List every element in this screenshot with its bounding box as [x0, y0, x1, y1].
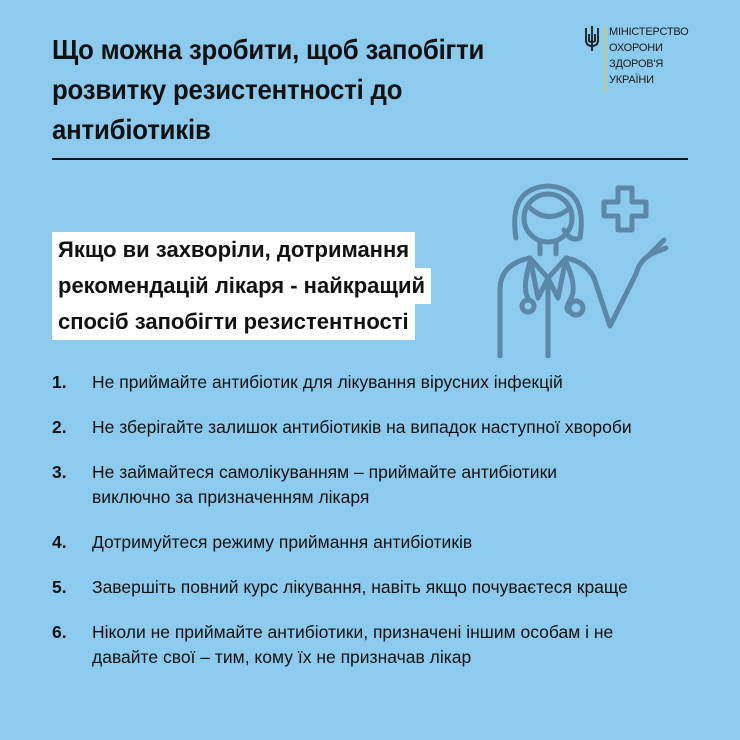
list-item: [52, 415, 702, 440]
item-text: давайте свої – тим, кому їх не призначав лікар: [92, 647, 472, 667]
list-item: [52, 575, 702, 600]
item-number: 6.: [52, 622, 67, 642]
title-line-1: Що можна зробити, щоб запобігти: [52, 34, 485, 65]
logo-text: [609, 24, 689, 88]
recommendations-list: [52, 370, 702, 670]
item-text: Не зберігайте залишок антибіотиків на випадок наступної хвороби: [92, 417, 632, 437]
ministry-logo: [583, 24, 703, 94]
item-text: Не приймайте антибіотик для лікування вірусних інфекцій: [92, 372, 563, 392]
item-number: 3.: [52, 462, 67, 482]
item-number: 5.: [52, 577, 67, 597]
item-number: 2.: [52, 417, 67, 437]
highlight-line-3: спосіб запобігти резистентності: [52, 304, 415, 340]
highlight-callout: [52, 232, 431, 340]
list-item: [52, 530, 702, 555]
list-item: [52, 370, 702, 395]
trident-icon: [583, 24, 601, 52]
page-title: [52, 30, 512, 150]
title-line-2: розвитку резистентності до: [52, 74, 403, 105]
title-divider: [52, 158, 688, 160]
highlight-line-2: рекомендацій лікаря - найкращий: [52, 268, 431, 304]
logo-line-3: ЗДОРОВ'Я: [609, 58, 664, 70]
logo-line-2: ОХОРОНИ: [609, 42, 663, 54]
item-number: 1.: [52, 372, 67, 392]
list-item: [52, 620, 702, 670]
doctor-with-stethoscope-icon: [478, 178, 678, 358]
item-text: Ніколи не приймайте антибіотики, призначені іншим особам і не: [92, 622, 614, 642]
title-line-3: антибіотиків: [52, 114, 211, 145]
highlight-line-1: Якщо ви захворіли, дотримання: [52, 232, 415, 268]
item-text: Не займайтеся самолікуванням – приймайте антибіотики: [92, 462, 558, 482]
item-number: 4.: [52, 532, 67, 552]
logo-line-1: МІНІСТЕРСТВО: [609, 26, 689, 38]
logo-accent-bar: [605, 26, 606, 92]
list-item: [52, 460, 702, 510]
medical-cross-icon: [604, 188, 646, 230]
logo-line-4: УКРАЇНИ: [609, 74, 654, 86]
item-text: Дотримуйтеся режиму приймання антибіотиків: [92, 532, 473, 552]
item-text: виключно за призначенням лікаря: [92, 487, 370, 507]
item-text: Завершіть повний курс лікування, навіть якщо почуваєтеся краще: [92, 577, 628, 597]
